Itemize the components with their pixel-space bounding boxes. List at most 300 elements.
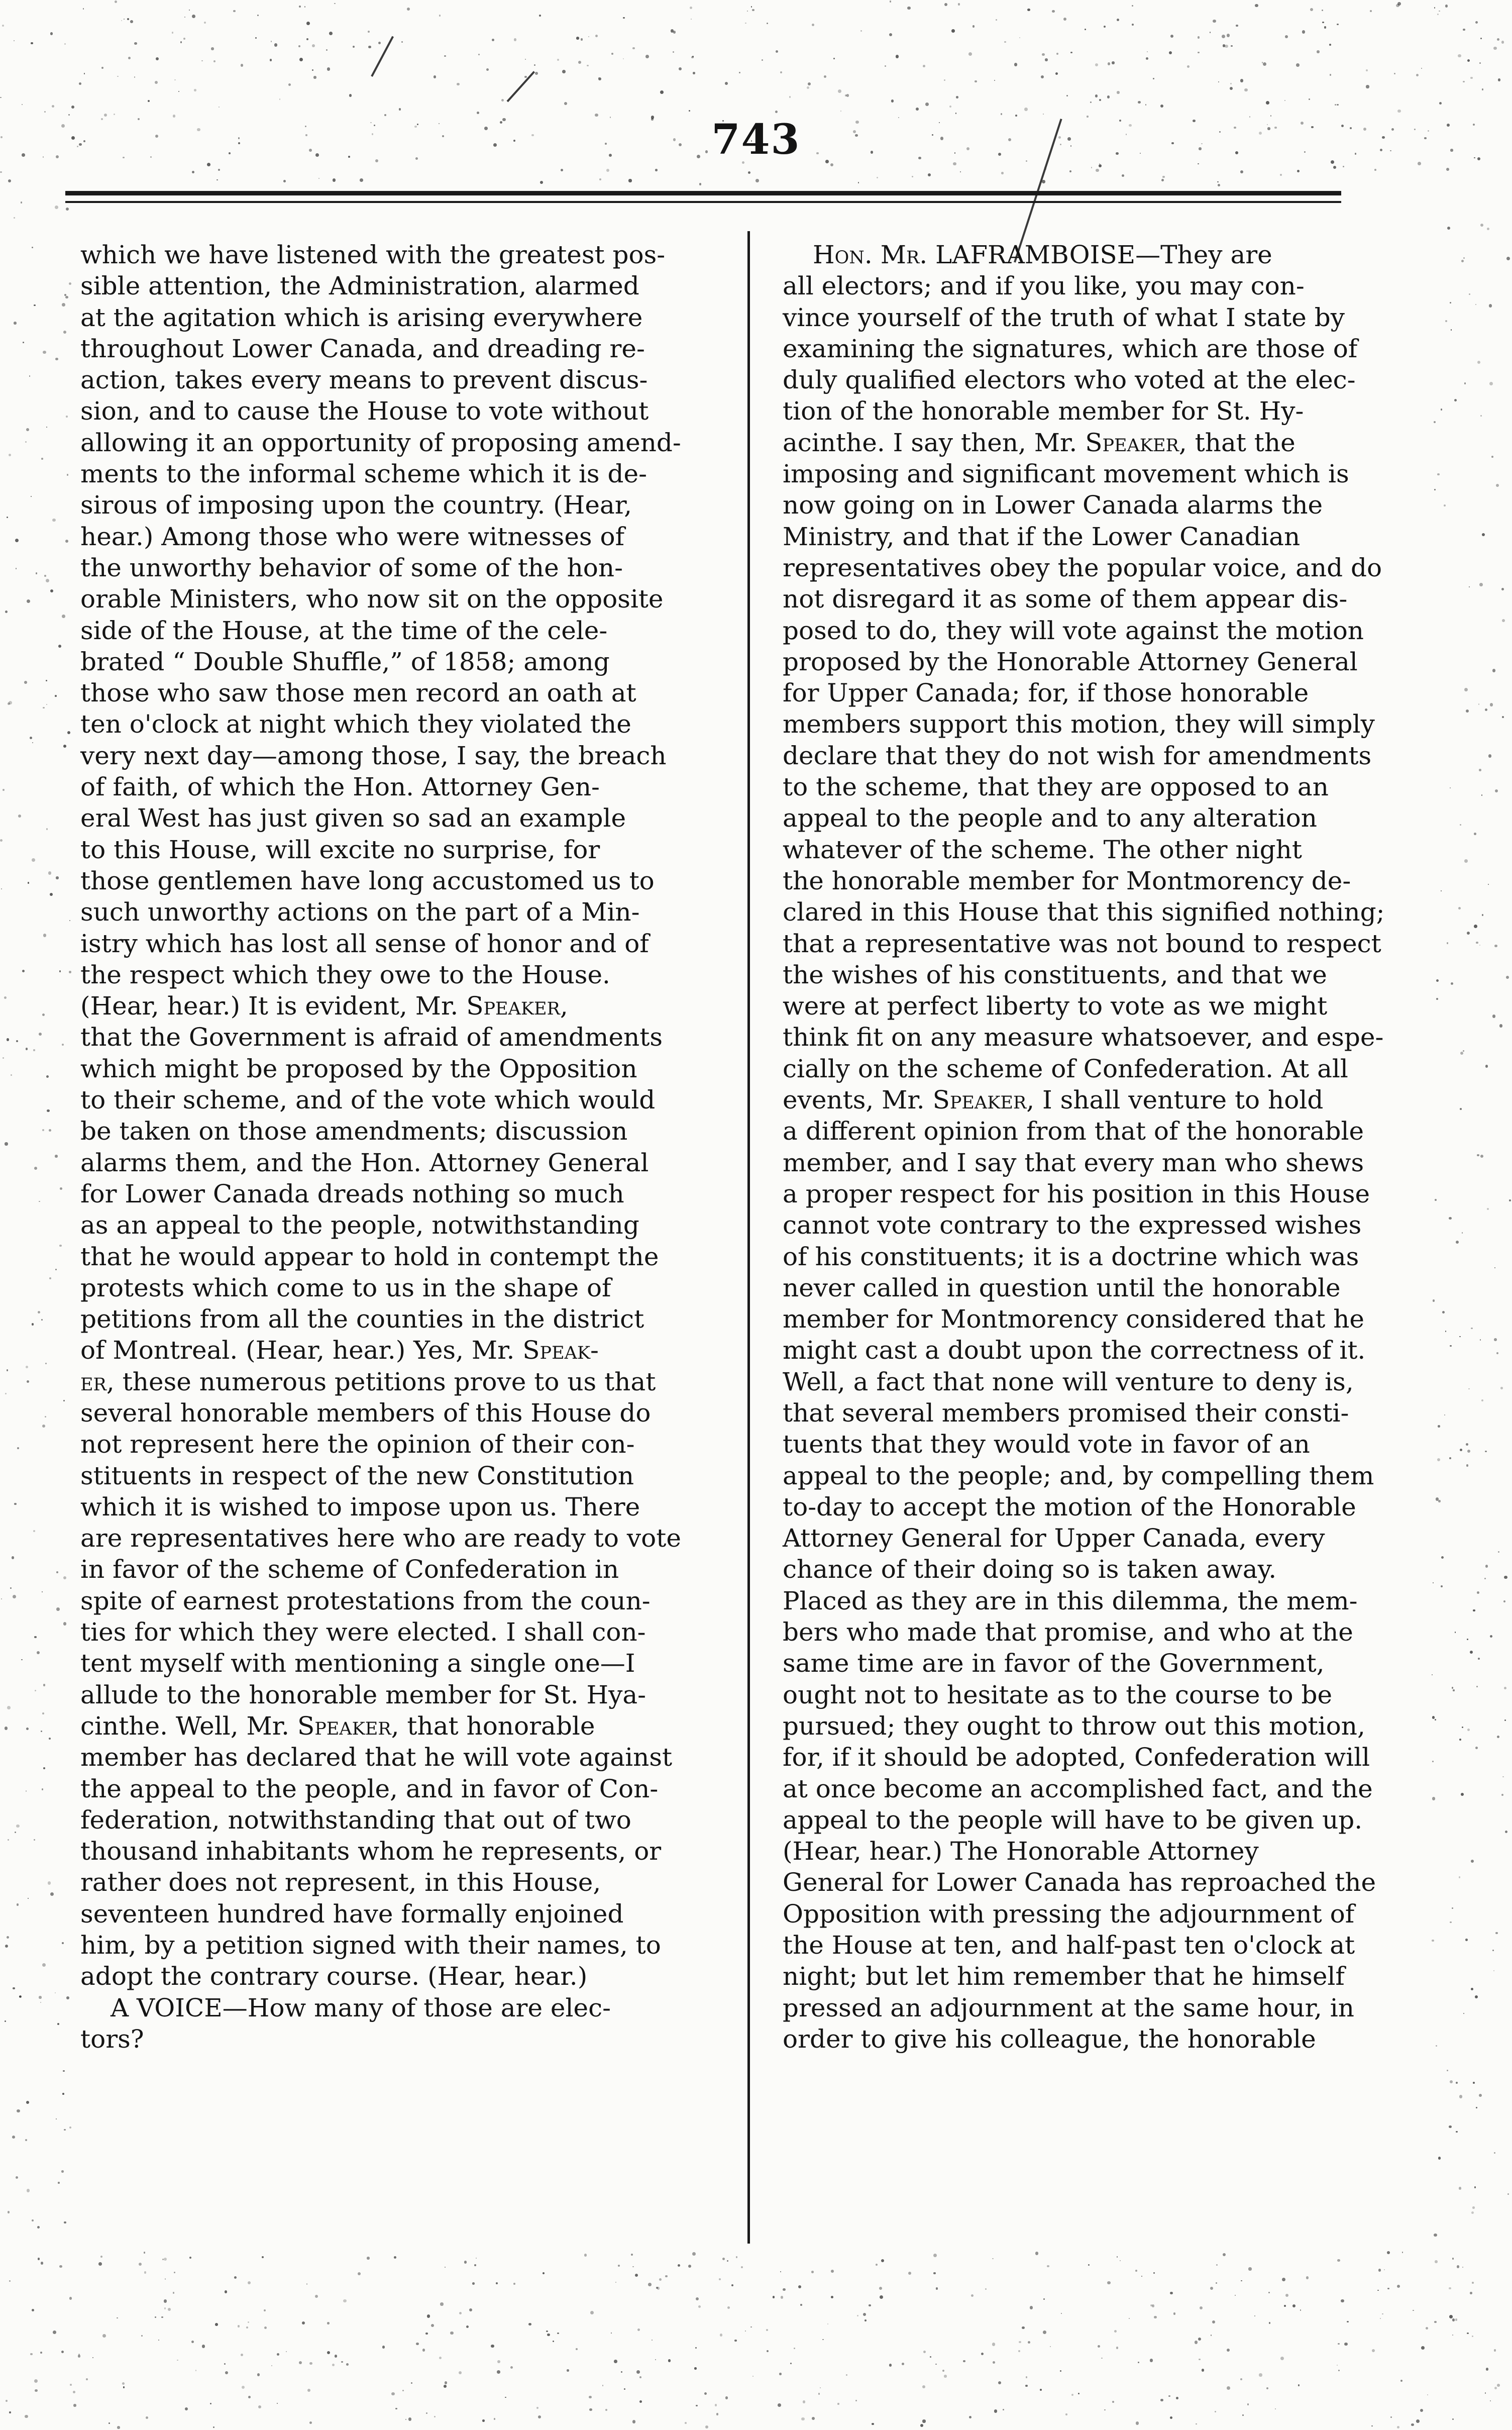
line-text: those gentlemen have long accustomed us to xyxy=(80,866,655,895)
noise-speckle xyxy=(1035,2252,1038,2255)
noise-speckle xyxy=(56,876,59,879)
line-text: bers who made that promise, and who at the xyxy=(783,1617,1353,1647)
text-line xyxy=(80,1429,714,1460)
noise-speckle xyxy=(134,76,135,77)
noise-speckle xyxy=(1438,1500,1440,1502)
noise-speckle xyxy=(1240,2378,1242,2380)
noise-speckle xyxy=(1300,2309,1302,2311)
noise-speckle xyxy=(688,2265,691,2268)
noise-speckle xyxy=(1452,2335,1453,2336)
noise-speckle xyxy=(444,55,446,57)
text-line xyxy=(80,1679,714,1710)
noise-speckle xyxy=(1494,2152,1495,2154)
text-line xyxy=(783,740,1417,771)
noise-speckle xyxy=(62,303,65,307)
noise-speckle xyxy=(257,15,259,16)
noise-speckle xyxy=(1509,1199,1511,1201)
noise-speckle xyxy=(767,2350,769,2352)
noise-speckle xyxy=(1467,1450,1470,1453)
line-text: which might be proposed by the Opposition xyxy=(80,1054,637,1083)
noise-speckle xyxy=(457,83,460,86)
noise-speckle xyxy=(63,1576,66,1579)
text-line xyxy=(783,1679,1417,1710)
noise-speckle xyxy=(1099,99,1101,101)
noise-speckle xyxy=(25,441,26,442)
line-text: sirous of imposing upon the country. (Hear, xyxy=(80,490,632,520)
noise-speckle xyxy=(812,24,814,26)
line-text: stituents in respect of the new Constitution xyxy=(80,1461,634,1490)
noise-speckle xyxy=(368,31,370,33)
noise-speckle xyxy=(1285,35,1288,38)
noise-speckle xyxy=(655,169,657,171)
noise-speckle xyxy=(144,2252,145,2253)
noise-speckle xyxy=(21,201,22,203)
noise-speckle xyxy=(335,2355,337,2357)
noise-speckle xyxy=(86,2378,88,2380)
noise-speckle xyxy=(202,2345,205,2348)
noise-speckle xyxy=(1333,166,1336,169)
noise-speckle xyxy=(822,2339,824,2341)
text-line xyxy=(783,427,1417,458)
noise-speckle xyxy=(578,61,581,64)
noise-speckle xyxy=(1467,1729,1470,1731)
noise-speckle xyxy=(590,2311,594,2314)
line-text: to their scheme, and of the vote which would xyxy=(80,1085,656,1115)
noise-speckle xyxy=(332,2364,335,2366)
noise-speckle xyxy=(466,2325,469,2328)
line-text: action, takes every means to prevent discus- xyxy=(80,365,648,395)
noise-speckle xyxy=(679,67,682,70)
noise-speckle xyxy=(274,43,278,47)
text-line xyxy=(783,1303,1417,1335)
noise-speckle xyxy=(536,2407,538,2409)
noise-speckle xyxy=(30,737,32,739)
noise-speckle xyxy=(1486,2368,1488,2370)
line-text: very next day—among those, I say, the breach xyxy=(80,741,667,770)
noise-speckle xyxy=(1463,81,1465,83)
noise-speckle xyxy=(52,519,55,522)
noise-speckle xyxy=(1138,101,1140,104)
noise-speckle xyxy=(1492,1950,1494,1951)
noise-speckle xyxy=(1402,2252,1403,2253)
noise-speckle xyxy=(50,1892,54,1896)
noise-speckle xyxy=(46,427,48,428)
noise-speckle xyxy=(224,2363,226,2365)
noise-speckle xyxy=(1337,24,1338,25)
noise-speckle xyxy=(840,111,841,112)
noise-speckle xyxy=(49,1129,51,1132)
noise-speckle xyxy=(1022,2326,1025,2330)
noise-speckle xyxy=(1240,79,1243,82)
noise-speckle xyxy=(434,2416,436,2417)
text-line xyxy=(783,1930,1417,1961)
noise-speckle xyxy=(62,2093,64,2095)
noise-speckle xyxy=(973,25,975,27)
noise-speckle xyxy=(831,2270,834,2273)
noise-speckle xyxy=(177,2360,178,2361)
noise-speckle xyxy=(1396,4,1399,8)
noise-speckle xyxy=(416,2343,419,2346)
noise-speckle xyxy=(1477,1591,1479,1594)
noise-speckle xyxy=(144,2271,146,2273)
noise-speckle xyxy=(543,2272,545,2274)
noise-speckle xyxy=(1309,98,1310,100)
noise-speckle xyxy=(778,2403,781,2407)
noise-speckle xyxy=(225,2371,228,2374)
noise-speckle xyxy=(994,2409,998,2413)
noise-speckle xyxy=(1447,2070,1448,2071)
noise-speckle xyxy=(1390,2416,1392,2418)
small-caps-text: Speaker xyxy=(466,991,560,1021)
noise-speckle xyxy=(1280,2357,1284,2360)
noise-speckle xyxy=(192,171,194,173)
text-line xyxy=(80,865,714,896)
noise-speckle xyxy=(1247,2403,1249,2405)
noise-speckle xyxy=(955,113,956,114)
noise-speckle xyxy=(1169,51,1172,54)
noise-speckle xyxy=(1338,2370,1340,2371)
noise-speckle xyxy=(824,75,826,78)
noise-speckle xyxy=(912,176,913,177)
noise-speckle xyxy=(178,91,179,92)
noise-speckle xyxy=(1485,1451,1487,1453)
noise-speckle xyxy=(1085,29,1086,30)
noise-speckle xyxy=(1170,2416,1172,2419)
noise-speckle xyxy=(55,358,58,360)
noise-speckle xyxy=(1449,2125,1452,2129)
noise-speckle xyxy=(1136,2421,1139,2425)
text-line xyxy=(80,1178,714,1209)
line-text: those who saw those men record an oath at xyxy=(80,678,636,708)
line-text: for, if it should be adopted, Confederation will xyxy=(783,1743,1370,1772)
noise-speckle xyxy=(741,2266,743,2268)
noise-speckle xyxy=(210,2403,211,2404)
noise-speckle xyxy=(1464,688,1468,691)
noise-speckle xyxy=(1370,10,1372,12)
noise-speckle xyxy=(5,611,8,613)
noise-speckle xyxy=(445,2381,447,2384)
text-line xyxy=(80,740,714,771)
noise-speckle xyxy=(632,47,634,49)
noise-speckle xyxy=(1090,102,1092,103)
noise-speckle xyxy=(1493,1970,1494,1971)
noise-speckle xyxy=(122,2382,125,2385)
noise-speckle xyxy=(44,111,46,113)
noise-speckle xyxy=(869,2304,871,2307)
noise-speckle xyxy=(745,23,746,24)
noise-speckle xyxy=(1476,942,1478,944)
noise-speckle xyxy=(1195,2341,1198,2344)
noise-speckle xyxy=(1434,7,1436,9)
noise-speckle xyxy=(1329,44,1331,46)
line-text: alarms them, and the Hon. Attorney General xyxy=(80,1148,649,1177)
text-line xyxy=(80,1648,714,1679)
noise-speckle xyxy=(689,110,690,112)
line-text: , xyxy=(560,991,568,1021)
line-text: pursued; they ought to throw out this motion, xyxy=(783,1711,1365,1741)
noise-speckle xyxy=(444,2385,447,2388)
noise-speckle xyxy=(395,2408,397,2410)
noise-speckle xyxy=(1374,169,1376,171)
noise-speckle xyxy=(1027,9,1030,12)
noise-speckle xyxy=(1335,104,1336,106)
noise-speckle xyxy=(1268,2292,1270,2293)
noise-speckle xyxy=(1347,2321,1349,2323)
text-line xyxy=(80,708,714,740)
noise-speckle xyxy=(1,1598,2,1599)
noise-speckle xyxy=(341,2361,343,2363)
noise-speckle xyxy=(1104,2409,1105,2410)
noise-speckle xyxy=(1489,382,1493,385)
text-line xyxy=(80,1523,714,1554)
noise-speckle xyxy=(9,454,11,456)
noise-speckle xyxy=(32,2219,34,2221)
noise-speckle xyxy=(391,2392,394,2395)
text-line xyxy=(80,1616,714,1648)
noise-speckle xyxy=(514,38,516,41)
noise-speckle xyxy=(942,2370,944,2372)
noise-speckle xyxy=(1487,228,1489,230)
noise-speckle xyxy=(889,2364,892,2367)
noise-speckle xyxy=(60,1187,62,1190)
noise-speckle xyxy=(1496,484,1499,487)
noise-speckle xyxy=(636,2370,640,2374)
noise-speckle xyxy=(1495,789,1498,792)
line-text: clared in this House that this signified nothing; xyxy=(783,897,1385,927)
noise-speckle xyxy=(1467,1639,1468,1640)
noise-speckle xyxy=(1003,2409,1004,2410)
line-text: duly qualified electors who voted at the elec- xyxy=(783,365,1356,395)
noise-speckle xyxy=(8,179,11,182)
noise-speckle xyxy=(1455,1632,1456,1633)
line-text: imposing and significant movement which is xyxy=(783,459,1349,489)
noise-speckle xyxy=(63,1622,67,1626)
noise-speckle xyxy=(42,1425,45,1428)
noise-speckle xyxy=(1416,2419,1420,2423)
line-text: examining the signatures, which are those of xyxy=(783,334,1358,363)
noise-speckle xyxy=(830,163,833,166)
noise-speckle xyxy=(880,2295,883,2299)
noise-speckle xyxy=(1467,2333,1468,2334)
noise-speckle xyxy=(803,2400,806,2403)
right-column xyxy=(783,239,1417,2055)
noise-speckle xyxy=(299,6,301,8)
noise-speckle xyxy=(1056,53,1058,55)
small-caps-text: Speak- xyxy=(522,1336,599,1365)
noise-speckle xyxy=(22,970,25,973)
noise-speckle xyxy=(189,2257,191,2259)
noise-speckle xyxy=(695,2347,697,2349)
noise-speckle xyxy=(1477,1154,1479,1156)
text-line xyxy=(783,395,1417,427)
noise-speckle xyxy=(7,517,8,518)
noise-speckle xyxy=(561,169,563,171)
noise-speckle xyxy=(1200,2306,1203,2310)
noise-speckle xyxy=(1061,2313,1062,2314)
noise-speckle xyxy=(1421,68,1422,69)
noise-speckle xyxy=(41,1319,43,1321)
noise-speckle xyxy=(69,971,71,973)
text-line xyxy=(783,1397,1417,1429)
noise-speckle xyxy=(820,2387,821,2389)
line-text: (Hear, hear.) It is evident, Mr. xyxy=(80,991,467,1021)
noise-speckle xyxy=(1070,52,1072,54)
noise-speckle xyxy=(528,2323,531,2325)
text-line xyxy=(783,1742,1417,1773)
noise-speckle xyxy=(992,2343,996,2346)
noise-speckle xyxy=(309,2421,312,2424)
noise-speckle xyxy=(734,2340,736,2342)
noise-speckle xyxy=(1449,2287,1451,2290)
noise-speckle xyxy=(1397,2426,1399,2428)
noise-speckle xyxy=(49,1277,51,1279)
column-divider xyxy=(747,231,750,2244)
line-text: several honorable members of this House do xyxy=(80,1398,651,1428)
noise-speckle xyxy=(1472,2336,1473,2337)
noise-speckle xyxy=(751,6,752,8)
noise-speckle xyxy=(1372,2349,1375,2352)
noise-speckle xyxy=(1230,87,1233,90)
pencil-stroke xyxy=(507,71,535,102)
noise-speckle xyxy=(1337,104,1339,106)
noise-speckle xyxy=(935,2364,937,2365)
line-text: rather does not represent, in this House, xyxy=(80,1868,601,1897)
noise-speckle xyxy=(1480,1155,1483,1158)
noise-speckle xyxy=(277,2403,278,2404)
noise-speckle xyxy=(1216,2264,1218,2266)
noise-speckle xyxy=(1266,2387,1268,2389)
noise-speckle xyxy=(158,2340,159,2341)
noise-speckle xyxy=(1433,1582,1434,1583)
noise-speckle xyxy=(1218,184,1220,186)
text-line xyxy=(80,1116,714,1147)
noise-speckle xyxy=(69,920,70,921)
noise-speckle xyxy=(1063,18,1066,21)
noise-speckle xyxy=(476,2258,477,2259)
text-line xyxy=(80,395,714,427)
noise-speckle xyxy=(513,2283,515,2285)
noise-speckle xyxy=(1460,1108,1462,1110)
noise-speckle xyxy=(960,171,961,172)
noise-speckle xyxy=(779,2373,781,2375)
noise-speckle xyxy=(1480,415,1482,417)
noise-speckle xyxy=(951,29,955,33)
noise-speckle xyxy=(46,828,48,830)
noise-speckle xyxy=(1317,50,1319,53)
text-line xyxy=(80,552,714,583)
noise-speckle xyxy=(510,2366,513,2369)
noise-speckle xyxy=(70,2384,72,2386)
line-text: hear.) Among those who were witnesses of xyxy=(80,522,625,551)
noise-speckle xyxy=(715,2404,717,2406)
noise-speckle xyxy=(776,50,778,53)
text-line xyxy=(783,1710,1417,1742)
noise-speckle xyxy=(1441,409,1442,410)
noise-speckle xyxy=(46,680,47,681)
noise-speckle xyxy=(1481,794,1482,795)
noise-speckle xyxy=(55,1155,57,1157)
noise-speckle xyxy=(1471,1860,1474,1863)
line-text: a proper respect for his position in this House xyxy=(783,1179,1370,1208)
noise-speckle xyxy=(121,20,122,21)
noise-speckle xyxy=(248,2281,251,2284)
noise-speckle xyxy=(24,681,27,684)
noise-speckle xyxy=(217,179,218,181)
noise-speckle xyxy=(1495,1932,1498,1935)
noise-speckle xyxy=(1366,69,1368,71)
noise-speckle xyxy=(818,2393,820,2395)
noise-speckle xyxy=(1475,1747,1478,1749)
noise-speckle xyxy=(367,2257,370,2260)
noise-speckle xyxy=(773,2296,775,2298)
noise-speckle xyxy=(837,2403,839,2404)
noise-speckle xyxy=(1441,1585,1443,1587)
noise-speckle xyxy=(807,86,809,89)
noise-speckle xyxy=(35,2389,38,2392)
noise-speckle xyxy=(1498,1551,1499,1553)
noise-speckle xyxy=(1504,1576,1507,1579)
noise-speckle xyxy=(1461,1793,1464,1796)
noise-speckle xyxy=(79,82,81,85)
noise-speckle xyxy=(26,1790,27,1791)
noise-speckle xyxy=(1459,1739,1461,1741)
noise-speckle xyxy=(956,96,958,98)
noise-speckle xyxy=(50,893,53,896)
noise-speckle xyxy=(434,75,437,78)
line-text: brated “ Double Shuffle,” of 1858; among xyxy=(80,647,610,676)
noise-speckle xyxy=(1482,914,1483,916)
noise-speckle xyxy=(722,2258,725,2260)
noise-speckle xyxy=(139,2263,142,2266)
noise-speckle xyxy=(27,2189,30,2192)
noise-speckle xyxy=(17,1903,19,1905)
noise-speckle xyxy=(46,1075,49,1078)
line-text: such unworthy actions on the part of a Min- xyxy=(80,897,640,927)
noise-speckle xyxy=(944,79,945,81)
noise-speckle xyxy=(1413,2310,1414,2311)
noise-speckle xyxy=(725,82,728,85)
noise-speckle xyxy=(201,60,202,61)
line-text: ten o'clock at night which they violated the xyxy=(80,710,631,739)
noise-speckle xyxy=(925,103,929,106)
noise-speckle xyxy=(174,79,175,80)
line-text: , that the xyxy=(1178,428,1295,457)
text-line xyxy=(80,427,714,458)
noise-speckle xyxy=(1161,179,1164,182)
noise-speckle xyxy=(195,2370,196,2371)
noise-speckle xyxy=(1467,932,1470,935)
noise-speckle xyxy=(427,2314,430,2317)
noise-speckle xyxy=(1227,2386,1230,2390)
noise-speckle xyxy=(161,2316,163,2318)
noise-speckle xyxy=(1450,1921,1451,1923)
noise-speckle xyxy=(1480,224,1483,227)
noise-speckle xyxy=(117,2426,120,2428)
line-text: of Montreal. (Hear, hear.) Yes, Mr. xyxy=(80,1336,523,1365)
noise-speckle xyxy=(1242,2414,1244,2416)
noise-speckle xyxy=(1132,5,1133,7)
noise-speckle xyxy=(288,83,291,86)
noise-speckle xyxy=(1223,44,1225,47)
noise-speckle xyxy=(25,2139,27,2141)
noise-speckle xyxy=(173,2292,175,2294)
noise-speckle xyxy=(1104,26,1106,28)
noise-speckle xyxy=(41,1731,42,1732)
line-text: that a representative was not bound to respect xyxy=(783,929,1381,958)
noise-speckle xyxy=(944,2375,947,2378)
noise-speckle xyxy=(1202,2369,1204,2371)
text-line xyxy=(783,959,1417,990)
